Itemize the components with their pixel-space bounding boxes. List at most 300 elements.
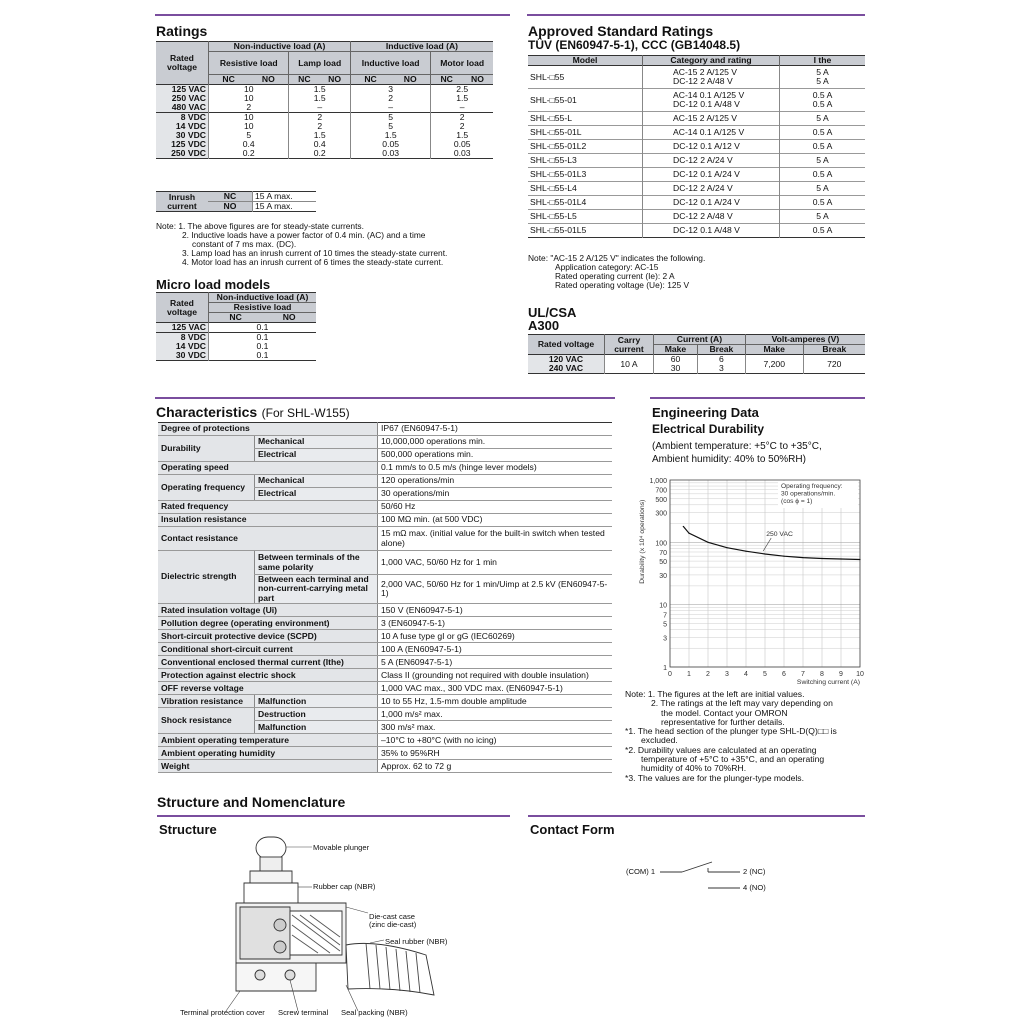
ratings-value: 5 bbox=[350, 113, 430, 123]
characteristics-sublabel: Electrical bbox=[255, 488, 378, 501]
ratings-value: – bbox=[289, 103, 350, 113]
ulcsa-v1: 120 VAC bbox=[548, 354, 584, 365]
approved-title: Approved Standard Ratings bbox=[528, 23, 714, 39]
characteristics-value: 30 operations/min bbox=[378, 488, 613, 501]
characteristics-value: 10 to 55 Hz, 1.5-mm double amplitude bbox=[378, 695, 613, 708]
ratings-value: 5 bbox=[350, 122, 430, 131]
x-tick-label: 4 bbox=[744, 671, 748, 678]
characteristics-row bbox=[158, 747, 612, 760]
ulcsa-break bbox=[697, 355, 745, 374]
approved-row bbox=[528, 224, 865, 238]
ratings-nc: NC bbox=[350, 75, 390, 85]
approved-ithe bbox=[780, 154, 866, 168]
approved-row bbox=[528, 196, 865, 210]
contact-nc: 2 (NC) bbox=[743, 867, 766, 876]
approved-category bbox=[643, 168, 780, 182]
approved-category-line: DC-12 2 A/48 V bbox=[673, 211, 733, 221]
characteristics-sublabel: Mechanical bbox=[255, 475, 378, 488]
contact-form-diagram bbox=[660, 860, 750, 900]
characteristics-subtitle: (For SHL-W155) bbox=[261, 406, 350, 420]
characteristics-row bbox=[158, 682, 612, 695]
ulcsa-hdr-voltage: Rated voltage bbox=[528, 335, 605, 355]
characteristics-label: Operating frequency bbox=[158, 475, 255, 501]
characteristics-value: 1,000 VAC, 50/60 Hz for 1 min bbox=[378, 551, 613, 575]
ratings-value: 10 bbox=[209, 85, 289, 95]
ratings-value: 0.05 bbox=[453, 139, 471, 150]
characteristics-label: Durability bbox=[158, 436, 255, 462]
approved-table bbox=[528, 55, 865, 238]
characteristics-row bbox=[158, 604, 612, 617]
durability-chart bbox=[632, 470, 868, 690]
y-tick-label: 500 bbox=[655, 496, 667, 504]
ulcsa-v2: 240 VAC bbox=[548, 363, 584, 374]
approved-ithe bbox=[780, 182, 866, 196]
label-terminal-cover: Terminal protection cover bbox=[180, 1008, 265, 1017]
ulcsa-table bbox=[528, 334, 865, 374]
approved-row bbox=[528, 210, 865, 224]
series-point bbox=[688, 533, 689, 534]
characteristics-sublabel: Malfunction bbox=[255, 721, 378, 734]
ulcsa-hdr-break: Break bbox=[803, 345, 865, 355]
characteristics-value: 50/60 Hz bbox=[378, 501, 613, 514]
approved-category-line: DC-12 2 A/48 V bbox=[673, 76, 733, 87]
characteristics-label: Vibration resistance bbox=[158, 695, 255, 708]
characteristics-sublabel: Malfunction bbox=[255, 695, 378, 708]
micro-nc: NC bbox=[209, 313, 263, 323]
characteristics-row bbox=[158, 669, 612, 682]
ratings-value: 2 bbox=[209, 103, 289, 113]
ratings-value: 1.5 bbox=[289, 131, 350, 140]
characteristics-label: Conventional enclosed thermal current (Ithe) bbox=[158, 656, 378, 669]
micro-voltage: 125 VAC bbox=[156, 323, 209, 333]
micro-title: Micro load models bbox=[156, 277, 271, 292]
characteristics-label: Degree of protections bbox=[158, 423, 378, 436]
approved-row bbox=[528, 112, 865, 126]
y-tick-label: 1,000 bbox=[649, 478, 667, 485]
characteristics-label: Weight bbox=[158, 760, 378, 773]
approved-subtitle: TÜV (EN60947-5-1), CCC (GB14048.5) bbox=[528, 38, 741, 52]
ulcsa-make1: 60 bbox=[670, 354, 681, 365]
characteristics-heading bbox=[156, 404, 350, 422]
approved-category-line: AC-15 2 A/125 V bbox=[673, 67, 738, 77]
mid-rule-left bbox=[155, 397, 615, 399]
characteristics-row bbox=[158, 643, 612, 656]
approved-category-line: DC-12 0.1 A/48 V bbox=[673, 225, 740, 235]
mid-rule-right bbox=[650, 397, 865, 399]
ratings-hdr-motor: Motor load bbox=[431, 52, 493, 75]
approved-ithe bbox=[780, 112, 866, 126]
ratings-nc: NC bbox=[431, 75, 462, 85]
ulcsa-va-break: 720 bbox=[827, 358, 842, 369]
approved-notes bbox=[528, 254, 705, 290]
micro-value: 0.1 bbox=[256, 332, 269, 343]
ratings-hdr-inductive: Inductive load (A) bbox=[350, 42, 493, 52]
y-tick-label: 700 bbox=[655, 487, 667, 495]
characteristics-label: Ambient operating humidity bbox=[158, 747, 378, 760]
characteristics-value: 300 m/s² max. bbox=[378, 721, 613, 734]
series-point bbox=[707, 542, 708, 543]
ratings-value: 0.05 bbox=[350, 140, 430, 149]
engineering-notes bbox=[625, 690, 837, 783]
approved-ithe-line: 5 A bbox=[816, 67, 829, 77]
structure-rule-left bbox=[157, 815, 510, 817]
engineering-note: *1. The head section of the plunger type SHL-D(Q)□□ is bbox=[625, 726, 837, 737]
approved-ithe bbox=[780, 66, 866, 89]
label-diecast-case bbox=[369, 913, 416, 929]
series-point bbox=[764, 553, 765, 554]
label-diecast-case-1: Die-cast case bbox=[369, 912, 416, 921]
ratings-value: 10 bbox=[209, 94, 289, 103]
approved-note: Application category: AC-15 bbox=[555, 262, 659, 273]
engineering-note: Note: 1. The figures at the left are initial values. bbox=[625, 689, 805, 699]
approved-ithe-line: 0.5 A bbox=[812, 127, 833, 137]
y-tick-label: 100 bbox=[655, 540, 667, 548]
series-label-leader bbox=[763, 538, 771, 551]
ratings-voltage: 250 VAC bbox=[156, 94, 209, 103]
annotation-text: Operating frequency: bbox=[781, 483, 843, 490]
approved-category-line: DC-12 0.1 A/48 V bbox=[673, 99, 740, 110]
approved-category bbox=[643, 196, 780, 210]
characteristics-sublabel: Mechanical bbox=[255, 436, 378, 449]
approved-ithe bbox=[780, 126, 866, 140]
approved-row bbox=[528, 168, 865, 182]
inrush-nc-value: 15 A max. bbox=[253, 192, 317, 202]
approved-category-line: DC-12 0.1 A/12 V bbox=[673, 141, 740, 151]
series-point bbox=[840, 558, 841, 559]
approved-model: SHL-□55-01L3 bbox=[528, 168, 643, 182]
approved-category bbox=[643, 140, 780, 154]
ratings-hdr-resistive: Resistive load bbox=[209, 52, 289, 75]
ulcsa-voltages bbox=[528, 355, 605, 374]
engineering-note: temperature of +5°C to +35°C, and an operating bbox=[641, 753, 825, 764]
engineering-note: excluded. bbox=[641, 735, 678, 746]
ratings-value: 0.4 bbox=[289, 140, 350, 149]
x-tick-label: 9 bbox=[839, 671, 843, 678]
approved-ithe bbox=[780, 89, 866, 112]
ratings-no: NO bbox=[319, 75, 350, 85]
structure-rule-right bbox=[528, 815, 865, 817]
characteristics-row bbox=[158, 708, 612, 721]
label-seal-rubber: Seal rubber (NBR) bbox=[385, 937, 448, 946]
inrush-nc-label: NC bbox=[208, 192, 253, 202]
approved-hdr-ithe: I the bbox=[780, 56, 866, 66]
label-diecast-case-2: (zinc die-cast) bbox=[369, 920, 417, 930]
ratings-notes bbox=[156, 222, 447, 267]
inrush-no-value: 15 A max. bbox=[253, 202, 317, 212]
y-axis-label: Durability (x 10⁴ operations) bbox=[639, 499, 646, 584]
series-point bbox=[683, 526, 684, 527]
inrush-table bbox=[156, 191, 316, 212]
ratings-value: 2 bbox=[289, 113, 350, 123]
approved-model: SHL-□55-L3 bbox=[528, 154, 643, 168]
y-tick-label: 7 bbox=[663, 612, 667, 620]
characteristics-row bbox=[158, 760, 612, 773]
y-tick-label: 50 bbox=[659, 559, 667, 567]
approved-ithe-line: 0.5 A bbox=[812, 90, 833, 100]
approved-row bbox=[528, 182, 865, 196]
approved-ithe bbox=[780, 210, 866, 224]
approved-category bbox=[643, 112, 780, 126]
approved-ithe bbox=[780, 196, 866, 210]
ulcsa-subtitle: A300 bbox=[528, 318, 560, 333]
characteristics-row bbox=[158, 617, 612, 630]
characteristics-value: 0.1 mm/s to 0.5 m/s (hinge lever models) bbox=[378, 462, 613, 475]
ratings-value: 3 bbox=[350, 85, 430, 95]
approved-note: Note: "AC-15 2 A/125 V" indicates the following. bbox=[528, 253, 706, 263]
approved-row bbox=[528, 126, 865, 140]
characteristics-label: OFF reverse voltage bbox=[158, 682, 378, 695]
label-movable-plunger: Movable plunger bbox=[313, 843, 370, 852]
ratings-value: – bbox=[350, 103, 430, 113]
ratings-value: 0.03 bbox=[453, 148, 471, 159]
ratings-row bbox=[156, 113, 493, 123]
ratings-voltage: 125 VDC bbox=[156, 140, 209, 149]
approved-ithe-line: 0.5 A bbox=[812, 197, 833, 207]
top-rule-left bbox=[155, 14, 510, 16]
ulcsa-break2: 3 bbox=[719, 363, 724, 374]
characteristics-value: 500,000 operations min. bbox=[378, 449, 613, 462]
ratings-no: NO bbox=[462, 75, 493, 85]
characteristics-value: 1,000 m/s² max. bbox=[378, 708, 613, 721]
ratings-value: 0.4 bbox=[209, 140, 289, 149]
ulcsa-hdr-current: Current (A) bbox=[654, 335, 746, 345]
micro-voltage: 30 VDC bbox=[156, 351, 209, 361]
approved-category bbox=[643, 89, 780, 112]
ratings-value: 2.5 bbox=[456, 84, 469, 95]
ratings-value: 10 bbox=[209, 113, 289, 123]
ratings-note: 4. Motor load has an inrush current of 6 times the steady-state current. bbox=[182, 257, 444, 268]
characteristics-sublabel: Between each terminal and non-current-carrying metal part bbox=[255, 575, 378, 604]
x-tick-label: 5 bbox=[763, 671, 767, 678]
ratings-hdr-noninductive: Non-inductive load (A) bbox=[209, 42, 351, 52]
micro-voltage: 8 VDC bbox=[156, 333, 209, 343]
characteristics-row bbox=[158, 656, 612, 669]
micro-voltage: 14 VDC bbox=[156, 342, 209, 351]
approved-row bbox=[528, 154, 865, 168]
ratings-row bbox=[156, 103, 493, 113]
characteristics-label: Shock resistance bbox=[158, 708, 255, 734]
engineering-note: representative for further details. bbox=[661, 716, 785, 727]
characteristics-label: Conditional short-circuit current bbox=[158, 643, 378, 656]
y-tick-label: 10 bbox=[659, 602, 667, 610]
approved-ithe-line: 5 A bbox=[816, 155, 829, 165]
characteristics-value: 1,000 VAC max., 300 VDC max. (EN60947-5-1) bbox=[378, 682, 613, 695]
characteristics-value: 120 operations/min bbox=[378, 475, 613, 488]
ulcsa-make2: 30 bbox=[670, 363, 681, 374]
inrush-label: Inrush current bbox=[156, 192, 208, 212]
ratings-value: 2 bbox=[350, 94, 430, 103]
characteristics-label: Contact resistance bbox=[158, 527, 378, 551]
characteristics-label: Operating speed bbox=[158, 462, 378, 475]
label-seal-packing: Seal packing (NBR) bbox=[341, 1008, 408, 1017]
characteristics-value: 100 MΩ min. (at 500 VDC) bbox=[378, 514, 613, 527]
characteristics-label: Protection against electric shock bbox=[158, 669, 378, 682]
ulcsa-hdr-make: Make bbox=[654, 345, 698, 355]
approved-category-line: DC-12 0.1 A/24 V bbox=[673, 169, 740, 179]
ratings-hdr-inductive-load: Inductive load bbox=[350, 52, 430, 75]
structure-title: Structure and Nomenclature bbox=[157, 794, 346, 810]
characteristics-value: 100 A (EN60947-5-1) bbox=[378, 643, 613, 656]
x-tick-label: 3 bbox=[725, 671, 729, 678]
characteristics-sublabel: Between terminals of the same polarity bbox=[255, 551, 378, 575]
ratings-row bbox=[156, 94, 493, 103]
approved-note: Rated operating current (Ie): 2 A bbox=[555, 271, 675, 282]
ratings-note: constant of 7 ms max. (DC). bbox=[192, 239, 297, 250]
characteristics-row bbox=[158, 436, 612, 449]
ulcsa-hdr-carry: Carry current bbox=[605, 335, 654, 355]
contact-com: (COM) 1 bbox=[626, 867, 656, 876]
approved-ithe-line: 0.5 A bbox=[812, 225, 833, 235]
micro-value: 0.1 bbox=[256, 322, 269, 333]
ratings-hdr-lamp: Lamp load bbox=[289, 52, 350, 75]
characteristics-row bbox=[158, 630, 612, 643]
characteristics-row bbox=[158, 423, 612, 436]
characteristics-value: 10,000,000 operations min. bbox=[378, 436, 613, 449]
characteristics-value: 2,000 VAC, 50/60 Hz for 1 min/Uimp at 2.5 kV (EN60947-5-1) bbox=[378, 575, 613, 604]
approved-category bbox=[643, 66, 780, 89]
characteristics-label: Pollution degree (operating environment) bbox=[158, 617, 378, 630]
ulcsa-title: UL/CSA bbox=[528, 305, 577, 320]
approved-model: SHL-□55-01 bbox=[528, 89, 643, 112]
characteristics-label: Insulation resistance bbox=[158, 514, 378, 527]
ulcsa-carry: 10 A bbox=[605, 355, 654, 374]
ratings-value: 2 bbox=[459, 121, 465, 132]
approved-model: SHL-□55-01L5 bbox=[528, 224, 643, 238]
inrush-no-label: NO bbox=[208, 202, 253, 212]
ratings-note: Note: 1. The above figures are for steady-state currents. bbox=[156, 221, 364, 231]
y-tick-label: 70 bbox=[659, 549, 667, 557]
engineering-note: *2. Durability values are calculated at an operating bbox=[625, 744, 817, 755]
series-point bbox=[821, 558, 822, 559]
characteristics-sublabel: Electrical bbox=[255, 449, 378, 462]
ratings-value: 10 bbox=[209, 122, 289, 131]
ratings-no: NO bbox=[390, 75, 431, 85]
characteristics-value: Approx. 62 to 72 g bbox=[378, 760, 613, 773]
y-tick-label: 3 bbox=[663, 635, 667, 643]
ratings-voltage: 14 VDC bbox=[156, 122, 209, 131]
approved-model: SHL-□55-01L2 bbox=[528, 140, 643, 154]
x-tick-label: 0 bbox=[668, 671, 672, 678]
characteristics-value: 5 A (EN60947-5-1) bbox=[378, 656, 613, 669]
approved-row bbox=[528, 89, 865, 112]
annotation-text: (cos ϕ = 1) bbox=[781, 498, 813, 505]
engineering-note: *3. The values are for the plunger-type models. bbox=[625, 772, 804, 783]
engineering-subtitle: Electrical Durability bbox=[652, 422, 765, 436]
x-tick-label: 2 bbox=[706, 671, 710, 678]
approved-ithe bbox=[780, 168, 866, 182]
approved-hdr-model: Model bbox=[528, 56, 643, 66]
ratings-value: 0.2 bbox=[209, 149, 289, 159]
ratings-no: NO bbox=[248, 75, 289, 85]
ratings-value: 1.5 bbox=[289, 85, 350, 95]
approved-category-line: AC-15 2 A/125 V bbox=[673, 113, 738, 123]
approved-model: SHL-□55-01L4 bbox=[528, 196, 643, 210]
ratings-value: 2 bbox=[459, 112, 465, 123]
x-tick-label: 1 bbox=[687, 671, 691, 678]
ratings-voltage: 8 VDC bbox=[156, 113, 209, 123]
y-tick-label: 300 bbox=[655, 510, 667, 518]
ulcsa-make bbox=[654, 355, 698, 374]
ratings-value: 1.5 bbox=[289, 94, 350, 103]
approved-hdr-category: Category and rating bbox=[643, 56, 780, 66]
approved-ithe-line: 5 A bbox=[816, 113, 829, 123]
series-point bbox=[726, 547, 727, 548]
ratings-table bbox=[156, 41, 493, 159]
engineering-cond-2: Ambient humidity: 40% to 50%RH) bbox=[652, 454, 806, 465]
characteristics-row bbox=[158, 527, 612, 551]
x-tick-label: 8 bbox=[820, 671, 824, 678]
characteristics-sublabel: Destruction bbox=[255, 708, 378, 721]
approved-model: SHL-□55-L5 bbox=[528, 210, 643, 224]
ratings-value: 2 bbox=[289, 122, 350, 131]
approved-ithe-line: 5 A bbox=[816, 76, 829, 87]
approved-row bbox=[528, 140, 865, 154]
engineering-cond-1: (Ambient temperature: +5°C to +35°C, bbox=[652, 441, 822, 452]
characteristics-row bbox=[158, 462, 612, 475]
characteristics-label: Short-circuit protective device (SCPD) bbox=[158, 630, 378, 643]
approved-model: SHL-□55-L4 bbox=[528, 182, 643, 196]
characteristics-row bbox=[158, 734, 612, 747]
ulcsa-hdr-va: Volt-amperes (V) bbox=[745, 335, 865, 345]
series-point bbox=[783, 556, 784, 557]
x-tick-label: 7 bbox=[801, 671, 805, 678]
characteristics-row bbox=[158, 501, 612, 514]
structure-drawing bbox=[170, 835, 460, 1020]
approved-category bbox=[643, 126, 780, 140]
characteristics-row bbox=[158, 475, 612, 488]
characteristics-value: 3 (EN60947-5-1) bbox=[378, 617, 613, 630]
characteristics-label: Ambient operating temperature bbox=[158, 734, 378, 747]
micro-table bbox=[156, 292, 316, 361]
y-tick-label: 30 bbox=[659, 572, 667, 580]
micro-row bbox=[156, 323, 316, 333]
micro-hdr-resistive: Resistive load bbox=[209, 303, 317, 313]
characteristics-value: 15 mΩ max. (initial value for the built-in switch when tested alone) bbox=[378, 527, 613, 551]
approved-category-line: DC-12 0.1 A/24 V bbox=[673, 197, 740, 207]
micro-value: 0.1 bbox=[256, 350, 269, 361]
y-tick-label: 1 bbox=[663, 665, 667, 672]
x-tick-label: 6 bbox=[782, 671, 786, 678]
ratings-voltage: 30 VDC bbox=[156, 131, 209, 140]
ulcsa-hdr-break: Break bbox=[697, 345, 745, 355]
ratings-hdr-voltage: Rated voltage bbox=[156, 42, 209, 85]
characteristics-row bbox=[158, 695, 612, 708]
approved-ithe bbox=[780, 140, 866, 154]
characteristics-title: Characteristics bbox=[156, 404, 258, 420]
y-tick-label: 5 bbox=[663, 621, 667, 629]
approved-category-line: AC-14 0.1 A/125 V bbox=[673, 90, 745, 100]
characteristics-value: 35% to 95%RH bbox=[378, 747, 613, 760]
characteristics-value: Class II (grounding not required with double insulation) bbox=[378, 669, 613, 682]
approved-row bbox=[528, 66, 865, 89]
ratings-voltage: 125 VAC bbox=[156, 85, 209, 95]
approved-category-line: DC-12 2 A/24 V bbox=[673, 155, 733, 165]
approved-ithe-line: 0.5 A bbox=[812, 99, 833, 110]
series-label-250vac: 250 VAC bbox=[766, 530, 793, 538]
approved-ithe-line: 0.5 A bbox=[812, 169, 833, 179]
characteristics-row bbox=[158, 514, 612, 527]
micro-hdr-noninductive: Non-inductive load (A) bbox=[209, 293, 317, 303]
characteristics-value: –10°C to +80°C (with no icing) bbox=[378, 734, 613, 747]
approved-model: SHL-□55 bbox=[528, 66, 643, 89]
ratings-note: 3. Lamp load has an inrush current of 10 times the steady-state current. bbox=[182, 248, 448, 259]
ratings-value: 0.2 bbox=[289, 149, 350, 159]
approved-note: Rated operating voltage (Ue): 125 V bbox=[555, 280, 690, 291]
ulcsa-va-make: 7,200 bbox=[745, 355, 803, 374]
engineering-note: the model. Contact your OMRON bbox=[661, 707, 788, 718]
engineering-note: humidity of 40% to 70%RH. bbox=[641, 763, 747, 774]
label-rubber-cap: Rubber cap (NBR) bbox=[313, 882, 376, 891]
